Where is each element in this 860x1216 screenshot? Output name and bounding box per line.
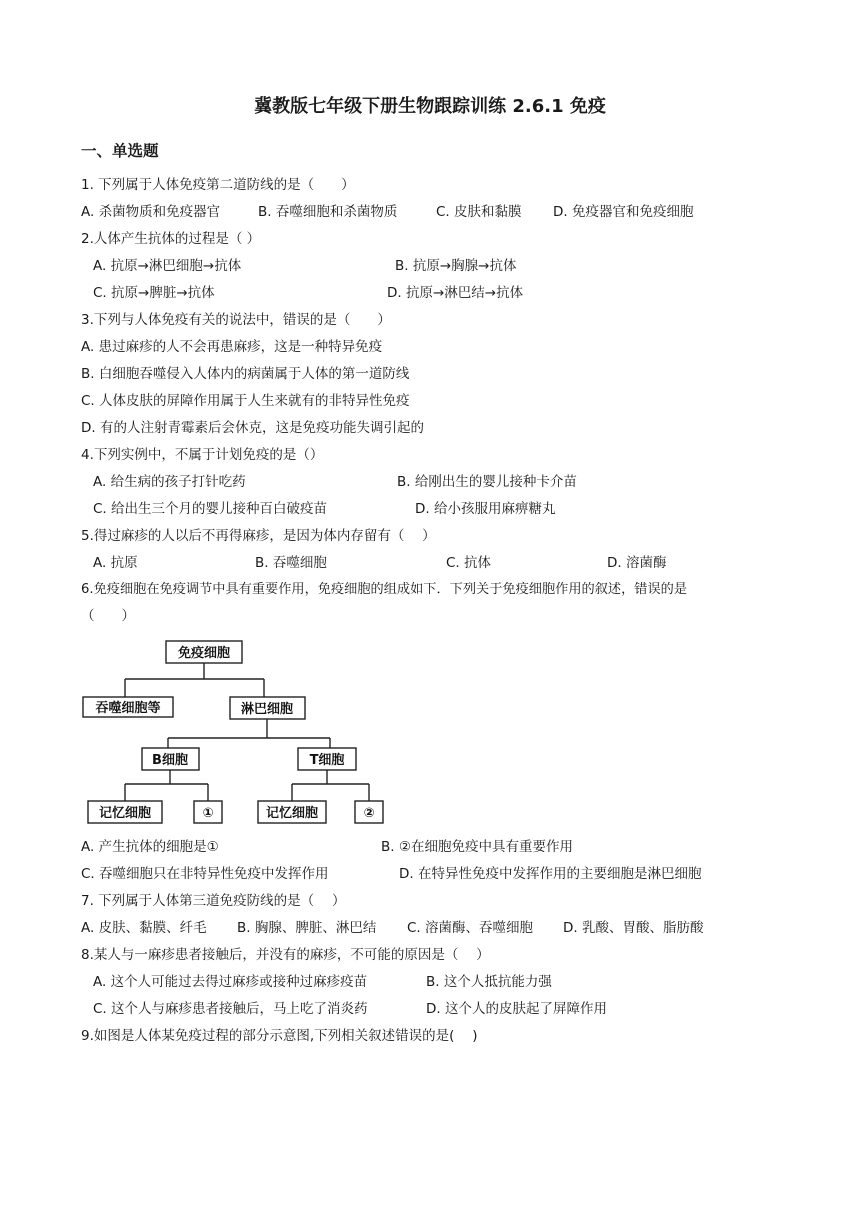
q3-option-b: B. 白细胞吞噬侵入人体内的病菌属于人体的第一道防线 [81,366,410,382]
q2-option-b: B. 抗原→胸腺→抗体 [395,258,517,274]
q4-option-d: D. 给小孩服用麻痹糖丸 [415,501,556,517]
section-heading: 一、单选题 [81,142,159,160]
q1-option-c: C. 皮肤和黏膜 [436,204,522,220]
q1-stem: 1. 下列属于人体免疫第二道防线的是（ ） [81,177,355,193]
q8-option-c: C. 这个人与麻疹患者接触后，马上吃了消炎药 [93,1001,368,1017]
q1-option-a: A. 杀菌物质和免疫器官 [81,204,221,220]
q6-stem-continuation: （ ） [81,608,135,624]
q7-option-a: A. 皮肤、黏膜、纤毛 [81,920,207,936]
q4-stem: 4.下列实例中，不属于计划免疫的是（） [81,447,324,463]
q8-option-a: A. 这个人可能过去得过麻疹或接种过麻疹疫苗 [93,974,368,990]
q7-stem: 7. 下列属于人体第三道免疫防线的是（ ） [81,893,346,909]
immune-cell-tree-diagram [80,636,390,828]
q3-option-a: A. 患过麻疹的人不会再患麻疹，这是一种特异免疫 [81,339,383,355]
q5-stem: 5.得过麻疹的人以后不再得麻疹，是因为体内存留有（ ） [81,528,436,544]
q1-option-b: B. 吞噬细胞和杀菌物质 [258,204,398,220]
q8-option-b: B. 这个人抵抗能力强 [426,974,552,990]
q2-option-a: A. 抗原→淋巴细胞→抗体 [93,258,242,274]
q1-option-d: D. 免疫器官和免疫细胞 [553,204,694,220]
q4-option-c: C. 给出生三个月的婴儿接种百白破疫苗 [93,501,328,517]
q8-stem: 8.某人与一麻疹患者接触后，并没有的麻疹，不可能的原因是（ ） [81,947,490,963]
label-immune-cell: 免疫细胞 [177,646,231,661]
q8-option-d: D. 这个人的皮肤起了屏障作用 [426,1001,607,1017]
q2-stem: 2.人体产生抗体的过程是（ ） [81,231,261,247]
label-b-cell: B细胞 [152,753,188,768]
label-lymphocyte: 淋巴细胞 [240,702,294,717]
label-phagocyte: 吞噬细胞等 [95,701,161,716]
q6-option-b: B. ②在细胞免疫中具有重要作用 [381,839,573,855]
q2-option-c: C. 抗原→脾脏→抗体 [93,285,215,301]
q5-option-c: C. 抗体 [446,555,492,571]
q7-option-b: B. 胸腺、脾脏、淋巴结 [237,920,377,936]
q2-option-d: D. 抗原→淋巴结→抗体 [387,285,524,301]
label-memory-b: 记忆细胞 [98,806,152,821]
q4-option-a: A. 给生病的孩子打针吃药 [93,474,246,490]
q9-stem: 9.如图是人体某免疫过程的部分示意图,下列相关叙述错误的是( ) [81,1028,478,1044]
q5-option-b: B. 吞噬细胞 [255,555,327,571]
q6-stem: 6.免疫细胞在免疫调节中具有重要作用，免疫细胞的组成如下．下列关于免疫细胞作用的叙述，错误的是 [81,582,688,597]
label-cell-1: ① [202,806,214,821]
label-memory-t: 记忆细胞 [265,806,319,821]
q6-option-a: A. 产生抗体的细胞是① [81,839,219,855]
q3-stem: 3.下列与人体免疫有关的说法中，错误的是（ ） [81,312,391,328]
label-t-cell: T细胞 [309,753,345,768]
q5-option-d: D. 溶菌酶 [607,555,667,571]
q3-option-d: D. 有的人注射青霉素后会休克，这是免疫功能失调引起的 [81,420,424,436]
q6-option-c: C. 吞噬细胞只在非特异性免疫中发挥作用 [81,866,329,882]
q4-option-b: B. 给刚出生的婴儿接种卡介苗 [397,474,577,490]
q7-option-c: C. 溶菌酶、吞噬细胞 [407,920,534,936]
q3-option-c: C. 人体皮肤的屏障作用属于人生来就有的非特异性免疫 [81,393,410,409]
q6-option-d: D. 在特异性免疫中发挥作用的主要细胞是淋巴细胞 [399,866,702,882]
q7-option-d: D. 乳酸、胃酸、脂肪酸 [563,920,704,936]
label-cell-2: ② [363,806,375,821]
page-title: 冀教版七年级下册生物跟踪训练 2.6.1 免疫 [254,96,606,117]
q5-option-a: A. 抗原 [93,555,138,571]
